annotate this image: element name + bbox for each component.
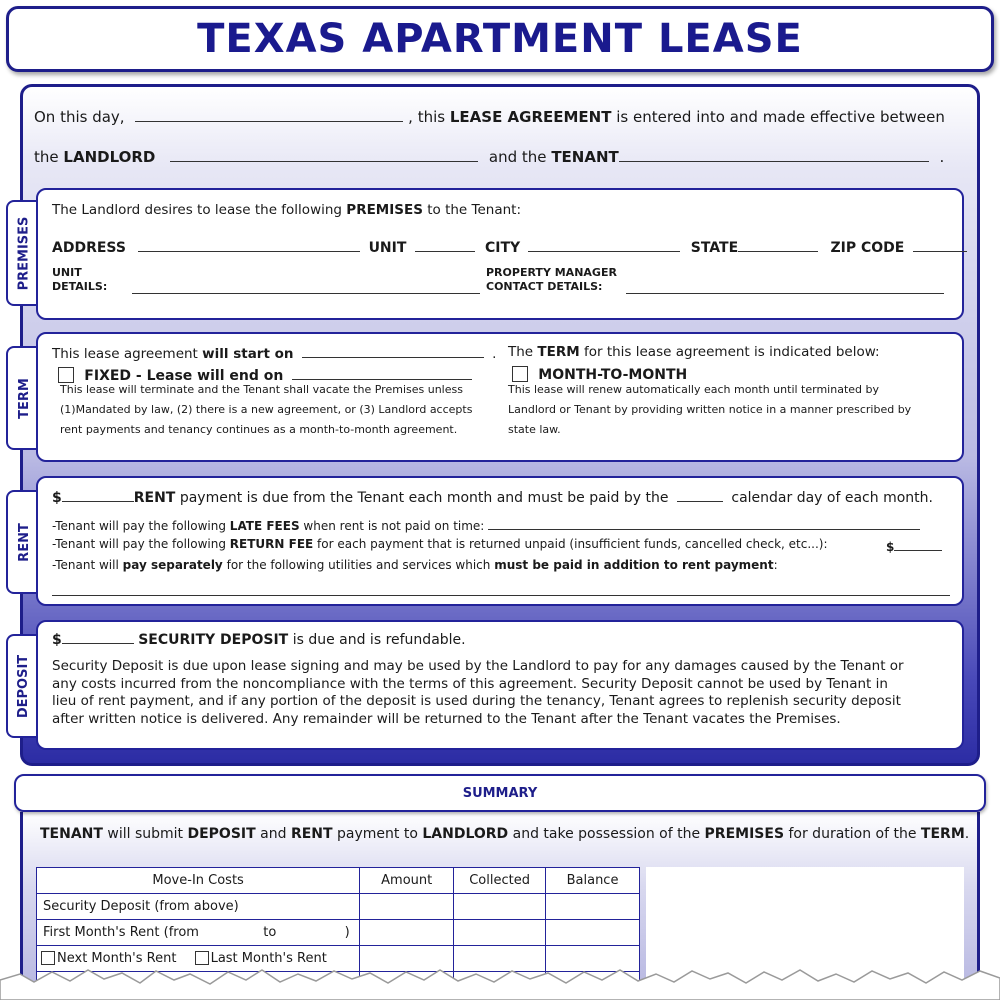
state-label: STATE	[690, 240, 739, 256]
summary-header	[14, 774, 986, 812]
premises-section	[36, 188, 964, 320]
term-text: for this lease agreement is indicated below:	[583, 344, 880, 360]
landlord-label: LANDLORD	[63, 148, 156, 166]
return-text: -Tenant will pay the following	[52, 537, 226, 551]
util-colon: :	[773, 558, 778, 572]
deposit-line: any costs incurred from the noncompliance with the terms of this agreement. Security Deposit cannot be used by Tenant in	[52, 675, 888, 692]
row-label	[37, 920, 360, 946]
late-bold: LATE FEES	[229, 519, 300, 533]
return-fee-amount	[886, 537, 942, 554]
summary-bold: TENANT	[40, 826, 103, 842]
fixed-desc-line: (1)Mandated by law, (2) there is a new agreement, or (3) Landlord accepts	[60, 403, 473, 416]
premises-desc-text: The Landlord desires to lease the following	[52, 202, 342, 218]
amount-cell[interactable]	[360, 920, 454, 946]
fixed-desc-line: This lease will terminate and the Tenant shall vacate the Premises unless	[60, 383, 463, 396]
late-fee-field[interactable]	[488, 516, 920, 530]
due-day-field[interactable]	[677, 488, 723, 502]
fixed-desc-line: rent payments and tenancy continues as a month-to-month agreement.	[60, 423, 458, 436]
rent-section	[36, 476, 964, 606]
mtm-desc	[508, 380, 911, 440]
next-month-label: Next Month's Rent	[57, 951, 177, 966]
tenant-field[interactable]	[619, 148, 929, 162]
deposit-line: after written notice is delivered. Any remainder will be returned to the Tenant after the Tenant vacates the Premises.	[52, 710, 841, 727]
late-fee-row	[52, 516, 920, 533]
intro-text: On this day,	[34, 108, 125, 126]
page-title: TEXAS APARTMENT LEASE	[197, 16, 803, 62]
to-label: to	[263, 925, 277, 940]
deposit-bold: SECURITY DEPOSIT	[138, 632, 289, 648]
end-date-field[interactable]	[292, 366, 472, 380]
zip-label: ZIP CODE	[830, 240, 905, 256]
summary-bold: RENT	[290, 826, 333, 842]
intro-text: .	[939, 148, 945, 166]
util-text: for the following utilities and services which	[226, 558, 491, 572]
row-label: Security Deposit (from above)	[37, 894, 360, 920]
tab-rent-label: RENT	[16, 522, 32, 562]
mtm-label: MONTH-TO-MONTH	[538, 367, 688, 383]
deposit-terms	[52, 658, 904, 728]
deposit-text: is due and is refundable.	[292, 632, 466, 648]
rent-dollar: $	[52, 490, 62, 506]
unit-details-label-2: DETAILS:	[52, 280, 108, 293]
address-row	[52, 238, 967, 256]
term-text: The	[508, 344, 534, 360]
fixed-desc	[60, 380, 472, 440]
utilities-row	[52, 558, 778, 572]
table-header-row	[37, 868, 640, 894]
start-row	[52, 344, 496, 362]
mtm-desc-line: This lease will renew automatically each month until terminated by	[508, 383, 879, 396]
city-field[interactable]	[528, 238, 680, 252]
summary-text: and take possession of the	[512, 826, 701, 842]
intro-text: the	[34, 148, 59, 166]
table-row	[37, 920, 640, 946]
return-dollar: $	[886, 540, 895, 554]
tab-rent	[6, 490, 40, 594]
fixed-label: FIXED - Lease will end on	[84, 368, 284, 384]
col-header: Collected	[454, 868, 546, 894]
tenant-label: TENANT	[551, 148, 619, 166]
zip-field[interactable]	[913, 238, 967, 252]
intro-text: , this	[408, 108, 446, 126]
collected-cell[interactable]	[454, 920, 546, 946]
start-period: .	[492, 346, 497, 362]
pm-contact-label	[486, 266, 617, 294]
late-text: when rent is not paid on time:	[303, 519, 485, 533]
unit-field[interactable]	[415, 238, 475, 252]
tab-deposit-label: DEPOSIT	[16, 654, 32, 718]
intro-line-2	[34, 148, 944, 166]
col-header: Move-In Costs	[37, 868, 360, 894]
amount-cell[interactable]	[360, 894, 454, 920]
pm-label-2: CONTACT DETAILS:	[486, 280, 603, 293]
unit-label: UNIT	[368, 240, 407, 256]
unit-details-label-1: UNIT	[52, 266, 82, 279]
pm-label-1: PROPERTY MANAGER	[486, 266, 617, 279]
rent-bold: RENT	[133, 490, 176, 506]
summary-statement	[40, 826, 969, 842]
return-fee-field[interactable]	[894, 537, 942, 551]
city-label: CITY	[485, 240, 521, 256]
tab-term-label: TERM	[16, 377, 32, 419]
summary-text: for duration of the	[788, 826, 917, 842]
balance-cell[interactable]	[546, 920, 640, 946]
summary-bold: PREMISES	[704, 826, 785, 842]
summary-text: payment to	[337, 826, 418, 842]
state-field[interactable]	[738, 238, 818, 252]
premises-desc-bold: PREMISES	[346, 202, 423, 218]
col-header: Amount	[360, 868, 454, 894]
term-bold: TERM	[537, 344, 580, 360]
tab-premises	[6, 200, 40, 306]
address-label: ADDRESS	[52, 240, 126, 256]
utilities-field[interactable]	[52, 582, 950, 596]
deposit-head	[52, 630, 466, 648]
rent-amount-field[interactable]	[62, 488, 134, 502]
unit-details-field[interactable]	[132, 280, 480, 294]
torn-edge	[0, 962, 1000, 1000]
util-bold: pay separately	[122, 558, 223, 572]
address-field[interactable]	[138, 238, 360, 252]
summary-text: will submit	[107, 826, 184, 842]
collected-cell[interactable]	[454, 894, 546, 920]
landlord-field[interactable]	[170, 148, 478, 162]
summary-bold: DEPOSIT	[187, 826, 256, 842]
start-date-field[interactable]	[302, 344, 484, 358]
intro-text: is entered into and made effective between	[616, 108, 945, 126]
start-text: This lease agreement	[52, 346, 198, 362]
last-month-label: Last Month's Rent	[210, 951, 327, 966]
rent-text: calendar day of each month.	[731, 490, 933, 506]
util-bold: must be paid in addition to rent payment	[494, 558, 774, 572]
deposit-amount-field[interactable]	[62, 630, 134, 644]
summary-bold: LANDLORD	[422, 826, 509, 842]
unit-details-label	[52, 266, 107, 294]
table-row	[37, 894, 640, 920]
start-bold: will start on	[202, 346, 294, 362]
term-section	[36, 332, 964, 462]
rent-text: payment is due from the Tenant each month and must be paid by the	[179, 490, 669, 506]
summary-text: .	[964, 826, 970, 842]
intro-text: and the	[488, 148, 547, 166]
title-box	[6, 6, 994, 72]
intro-line-1	[34, 108, 945, 126]
deposit-section	[36, 620, 964, 750]
return-text: for each payment that is returned unpaid (insufficient funds, cancelled check, etc...):	[317, 537, 828, 551]
deposit-line: lieu of rent payment, and if any portion of the deposit is used during the tenancy, Tenant agrees to replenish security deposit	[52, 693, 901, 709]
col-header: Balance	[546, 868, 640, 894]
return-bold: RETURN FEE	[229, 537, 314, 551]
util-text: -Tenant will	[52, 558, 119, 572]
summary-title: SUMMARY	[462, 785, 538, 801]
deposit-dollar: $	[52, 632, 62, 648]
summary-text: and	[260, 826, 287, 842]
balance-cell[interactable]	[546, 894, 640, 920]
late-text: -Tenant will pay the following	[52, 519, 226, 533]
tab-premises-label: PREMISES	[16, 216, 32, 290]
return-fee-row	[52, 537, 828, 551]
rent-row	[52, 488, 933, 506]
premises-desc	[52, 202, 521, 218]
deposit-line: Security Deposit is due upon lease signing and may be used by the Landlord to pay for any damages caused by the Tenant or	[52, 658, 904, 674]
date-field[interactable]	[135, 108, 403, 122]
tab-term	[6, 346, 40, 450]
first-month-label: First Month's Rent (from	[43, 925, 199, 940]
mtm-desc-line: Landlord or Tenant by providing written notice in a manner prescribed by	[508, 403, 912, 416]
term-indicated	[508, 344, 880, 360]
tab-deposit	[6, 634, 40, 738]
lease-agreement-label: LEASE AGREEMENT	[449, 108, 612, 126]
summary-bold: TERM	[920, 826, 965, 842]
mtm-desc-line: state law.	[508, 423, 561, 436]
paren-label: )	[344, 925, 350, 940]
premises-desc-text: to the Tenant:	[427, 202, 522, 218]
pm-contact-field[interactable]	[626, 280, 944, 294]
